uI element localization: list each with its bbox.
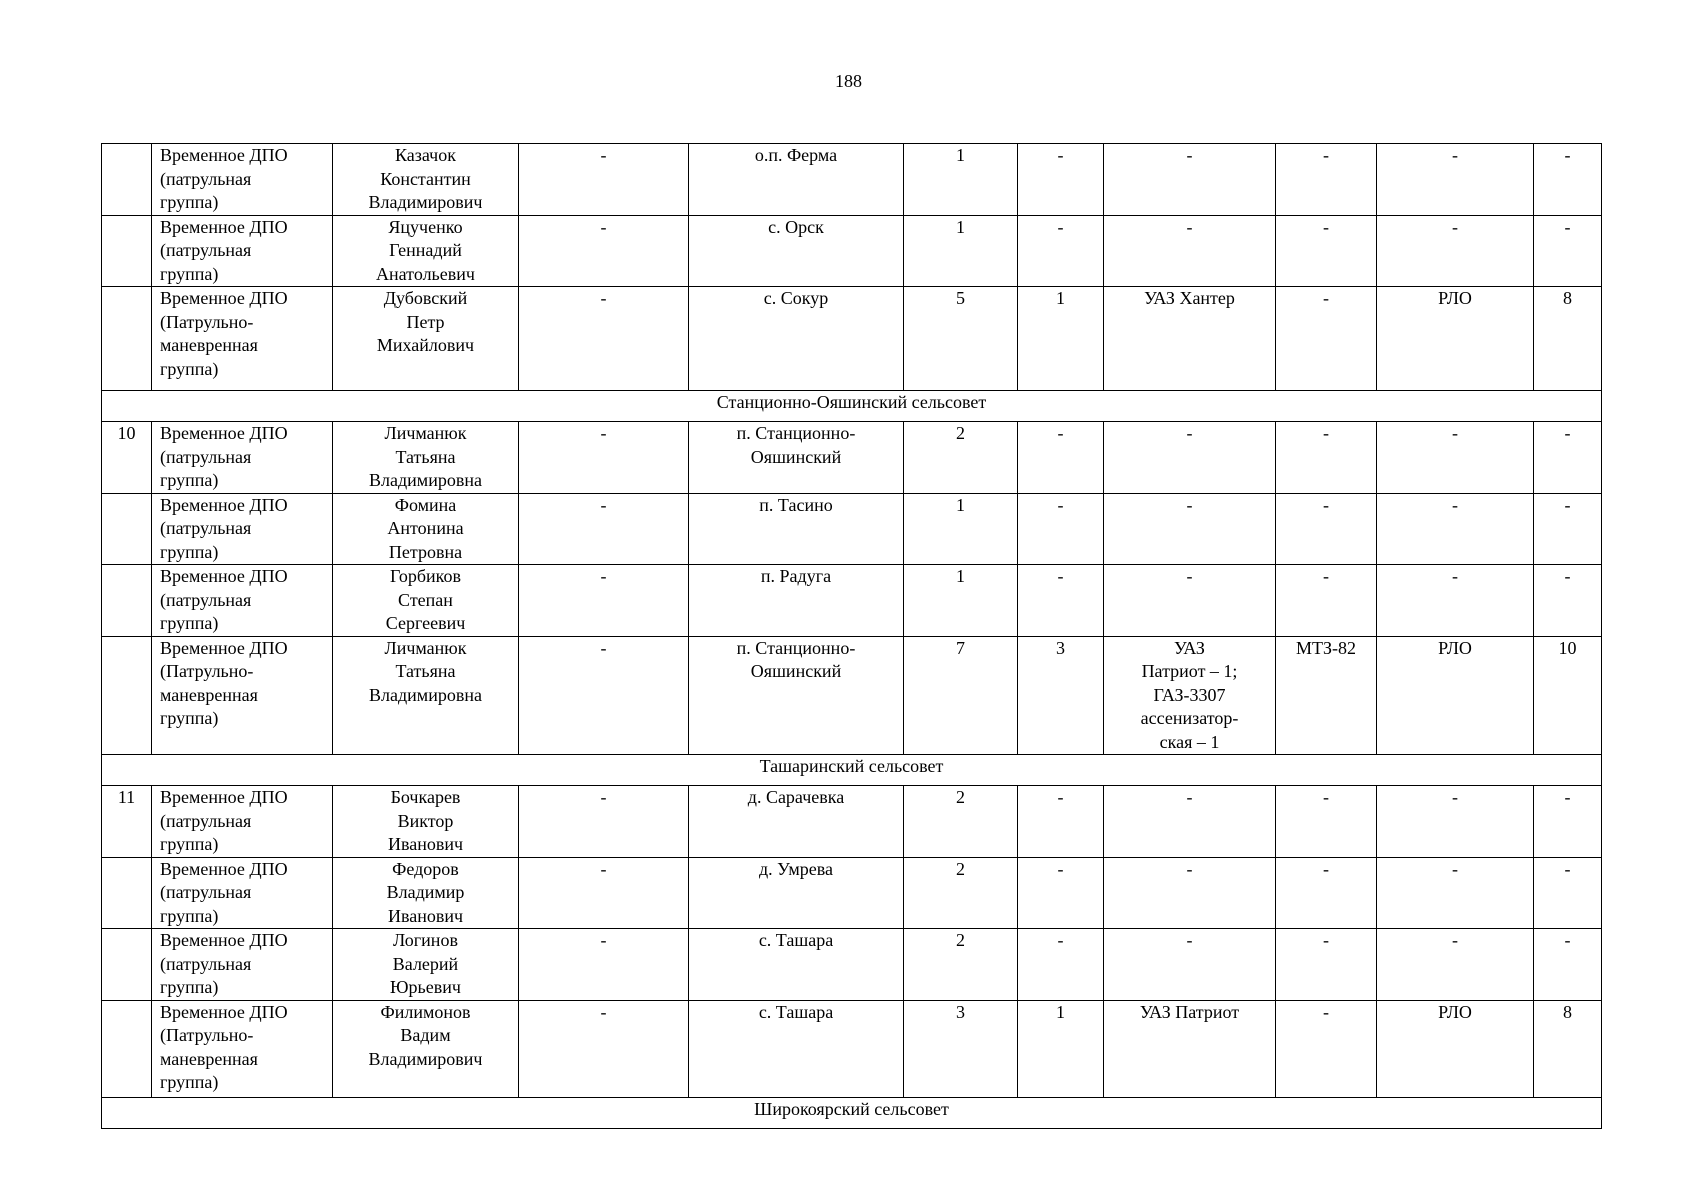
unit-type-line: (Патрульно- [160,1025,254,1045]
vehicle-list-line: ассенизатор- [1140,708,1239,728]
unit-type-line: Временное ДПО [160,423,288,443]
unit-head-line: Фомина [394,494,457,515]
unit-type [152,144,333,216]
special-equipment: - [1276,565,1377,637]
people-count: 1 [904,565,1018,637]
special-equipment: - [1276,493,1377,565]
location [689,422,904,494]
location-line: Ояшинский [750,661,842,681]
vehicle-count: - [1018,493,1104,565]
unit-head-line: Петровна [388,541,463,562]
unit-head-line: Владимировна [369,470,482,490]
unit-type-line: (патрульная [160,518,252,538]
fire-equipment: РЛО [1377,636,1534,755]
table-row [102,422,1602,494]
vehicle-list-line: - [1186,787,1193,807]
table-row [102,287,1602,391]
vehicle-list-line: ская – 1 [1159,731,1220,752]
unit-type-line: маневренная [160,335,258,355]
unit-type [152,929,333,1001]
location [689,1000,904,1097]
unit-head [333,144,519,216]
total-count: - [1534,565,1602,637]
unit-head [333,215,519,287]
unit-type-line: (патрульная [160,240,252,260]
unit-head-line: Бочкарев [390,787,461,807]
row-number [102,857,152,929]
special-equipment: - [1276,929,1377,1001]
table-row [102,857,1602,929]
unit-type-line: Временное ДПО [160,787,288,807]
location-line: п. Станционно- [736,637,856,658]
unit-type-line: группа) [160,192,219,212]
vehicle-list-line: Патриот – 1; [1141,661,1238,681]
row-number [102,1000,152,1097]
vehicle-list-line: - [1186,566,1193,586]
fire-equipment: - [1377,422,1534,494]
unit-type [152,215,333,287]
unit-head-line: Яцученко [388,216,463,237]
unit-type-line: (патрульная [160,589,252,610]
unit-type-line: Временное ДПО [160,930,288,950]
unit-type-line: (патрульная [160,168,252,189]
row-number [102,929,152,1001]
unit-head-line: Владимирович [368,1048,483,1069]
location [689,786,904,858]
unit-head-line: Валерий [392,953,459,974]
unit-head [333,422,519,494]
unit-head-line: Иванович [387,834,464,854]
location-line: Ояшинский [750,446,842,467]
special-equipment: - [1276,144,1377,216]
unit-head-line: Личманюк [384,423,467,443]
unit-type-line: группа) [160,541,219,562]
total-count: - [1534,144,1602,216]
vehicle-list [1104,144,1276,216]
section-row [102,1097,1602,1128]
location-line: с. Ташара [758,1001,834,1022]
unit-head [333,929,519,1001]
vehicle-count: - [1018,929,1104,1001]
location [689,493,904,565]
vehicle-list-line: УАЗ [1174,637,1205,658]
unit-type [152,636,333,755]
unit-type-line: группа) [160,470,219,490]
special-equipment: - [1276,786,1377,858]
table-row [102,929,1602,1001]
unit-type-line: Временное ДПО [160,145,288,165]
vehicle-list-line: УАЗ Патриот [1139,1001,1240,1022]
unit-type-line: Временное ДПО [160,494,288,515]
fire-equipment: - [1377,786,1534,858]
unit-type [152,1000,333,1097]
vehicle-list [1104,929,1276,1001]
location [689,636,904,755]
total-count: 8 [1534,287,1602,391]
vehicle-count: - [1018,422,1104,494]
unit-head-line: Михайлович [376,335,475,355]
fire-equipment: - [1377,565,1534,637]
unit-head [333,287,519,391]
vehicle-list-line: УАЗ Хантер [1144,288,1235,308]
unit-type-line: группа) [160,708,219,728]
unit-type-line: (патрульная [160,810,252,831]
vehicle-count: - [1018,857,1104,929]
location [689,929,904,1001]
row-number [102,493,152,565]
unit-head [333,857,519,929]
people-count: 5 [904,287,1018,391]
unit-head [333,636,519,755]
vehicle-list [1104,786,1276,858]
cell-dash: - [519,786,689,858]
vehicle-count: - [1018,144,1104,216]
unit-head-line: Сергеевич [385,613,466,633]
fire-equipment: РЛО [1377,1000,1534,1097]
unit-head-line: Владимирович [368,192,483,212]
row-number [102,565,152,637]
unit-head-line: Личманюк [384,637,467,658]
unit-head-line: Владимировна [369,684,482,705]
unit-type-line: группа) [160,977,219,997]
special-equipment: - [1276,287,1377,391]
vehicle-list [1104,215,1276,287]
unit-head [333,565,519,637]
unit-head-line: Анатольевич [376,263,475,284]
cell-dash: - [519,857,689,929]
unit-type [152,786,333,858]
row-number [102,215,152,287]
people-count: 1 [904,493,1018,565]
unit-type-line: (патрульная [160,882,252,902]
location-line: с. Сокур [763,288,829,308]
unit-head-line: Вадим [400,1025,451,1045]
unit-head-line: Федоров [392,858,459,879]
cell-dash: - [519,144,689,216]
unit-type-line: (патрульная [160,446,252,467]
row-number: 11 [102,786,152,858]
location-line: п. Станционно- [736,423,856,443]
unit-type-line: Временное ДПО [160,566,288,586]
vehicle-count: 3 [1018,636,1104,755]
table-row [102,215,1602,287]
table-row [102,636,1602,755]
vehicle-count: 1 [1018,287,1104,391]
unit-type-line: группа) [160,905,219,926]
total-count: - [1534,493,1602,565]
people-count: 2 [904,929,1018,1001]
vehicle-list-line: - [1186,145,1193,165]
row-number: 10 [102,422,152,494]
cell-dash: - [519,287,689,391]
people-count: 3 [904,1000,1018,1097]
location [689,287,904,391]
vehicle-list-line: - [1186,423,1193,443]
location-line: с. Орск [768,216,824,237]
unit-type [152,565,333,637]
unit-head-line: Казачок [395,145,456,165]
unit-type [152,857,333,929]
unit-head-line: Дубовский [383,288,468,308]
special-equipment: - [1276,215,1377,287]
location-line: п. Радуга [760,566,832,586]
total-count: - [1534,929,1602,1001]
unit-head-line: Татьяна [395,446,456,467]
total-count: - [1534,215,1602,287]
unit-type-line: (Патрульно- [160,661,254,681]
section-title: Ташаринский сельсовет [102,755,1602,786]
vehicle-list [1104,1000,1276,1097]
location [689,144,904,216]
location-line: д. Сарачевка [747,787,845,807]
vehicle-list [1104,857,1276,929]
vehicle-count: - [1018,565,1104,637]
unit-head-line: Филимонов [380,1001,471,1022]
unit-head-line: Антонина [387,518,464,538]
vehicle-count: - [1018,786,1104,858]
cell-dash: - [519,493,689,565]
special-equipment: - [1276,857,1377,929]
location [689,857,904,929]
fire-equipment: РЛО [1377,287,1534,391]
unit-head-line: Горбиков [390,566,461,586]
unit-head-line: Иванович [387,905,464,926]
cell-dash: - [519,422,689,494]
cell-dash: - [519,636,689,755]
page-number: 188 [835,71,862,91]
unit-type-line: группа) [160,263,219,284]
fire-equipment: - [1377,493,1534,565]
unit-head-line: Татьяна [395,661,456,681]
unit-head-line: Виктор [397,810,454,831]
unit-type-line: группа) [160,1072,219,1092]
fire-equipment: - [1377,857,1534,929]
section-row [102,391,1602,422]
unit-type [152,493,333,565]
special-equipment: - [1276,422,1377,494]
unit-head-line: Петр [406,311,445,332]
unit-head-line: Владимир [386,882,465,902]
people-count: 2 [904,422,1018,494]
section-row [102,755,1602,786]
people-count: 2 [904,786,1018,858]
section-title: Широкоярский сельсовет [102,1097,1602,1128]
cell-dash: - [519,215,689,287]
people-count: 2 [904,857,1018,929]
location-line: о.п. Ферма [754,145,838,165]
location [689,565,904,637]
total-count: 8 [1534,1000,1602,1097]
location-line: п. Тасино [759,494,833,515]
table-row [102,1000,1602,1097]
unit-type [152,422,333,494]
vehicle-list [1104,636,1276,755]
vehicle-list [1104,565,1276,637]
vehicle-list-line: - [1186,216,1193,237]
fire-equipment: - [1377,144,1534,216]
unit-type-line: группа) [160,834,219,854]
vehicle-list-line: - [1186,930,1193,950]
fire-equipment: - [1377,929,1534,1001]
unit-type-line: группа) [160,358,219,379]
total-count: - [1534,786,1602,858]
unit-type-line: Временное ДПО [160,216,288,237]
total-count: - [1534,857,1602,929]
row-number [102,144,152,216]
fire-brigade-table [101,143,1602,1129]
row-number [102,287,152,391]
people-count: 1 [904,144,1018,216]
unit-head-line: Логинов [393,930,458,950]
vehicle-count: - [1018,215,1104,287]
unit-head-line: Степан [398,589,453,610]
vehicle-list-line: ГАЗ-3307 [1153,684,1226,705]
cell-dash: - [519,565,689,637]
location-line: с. Ташара [758,930,834,950]
unit-type-line: Временное ДПО [160,288,288,308]
unit-type-line: (патрульная [160,953,252,974]
fire-equipment: - [1377,215,1534,287]
total-count: 10 [1534,636,1602,755]
table-row [102,565,1602,637]
row-number [102,636,152,755]
unit-head-line: Геннадий [389,240,462,260]
vehicle-list-line: - [1186,858,1193,879]
unit-type-line: Временное ДПО [160,1001,288,1022]
people-count: 7 [904,636,1018,755]
cell-dash: - [519,1000,689,1097]
special-equipment: - [1276,1000,1377,1097]
unit-type [152,287,333,391]
unit-type-line: маневренная [160,1048,258,1069]
vehicle-list [1104,422,1276,494]
cell-dash: - [519,929,689,1001]
section-title: Станционно-Ояшинский сельсовет [102,391,1602,422]
location [689,215,904,287]
special-equipment: МТЗ-82 [1276,636,1377,755]
unit-head-line: Юрьевич [390,977,461,997]
unit-head [333,1000,519,1097]
unit-head-line: Константин [380,168,471,189]
unit-type-line: маневренная [160,684,258,705]
total-count: - [1534,422,1602,494]
vehicle-list [1104,493,1276,565]
vehicle-list [1104,287,1276,391]
unit-head [333,493,519,565]
vehicle-count: 1 [1018,1000,1104,1097]
unit-type-line: Временное ДПО [160,637,288,658]
unit-type-line: Временное ДПО [160,858,288,879]
location-line: д. Умрева [759,858,833,879]
people-count: 1 [904,215,1018,287]
table-row [102,144,1602,216]
vehicle-list-line: - [1186,494,1193,515]
table-row [102,786,1602,858]
table-row [102,493,1602,565]
unit-head [333,786,519,858]
unit-type-line: (Патрульно- [160,311,254,332]
unit-type-line: группа) [160,613,219,633]
